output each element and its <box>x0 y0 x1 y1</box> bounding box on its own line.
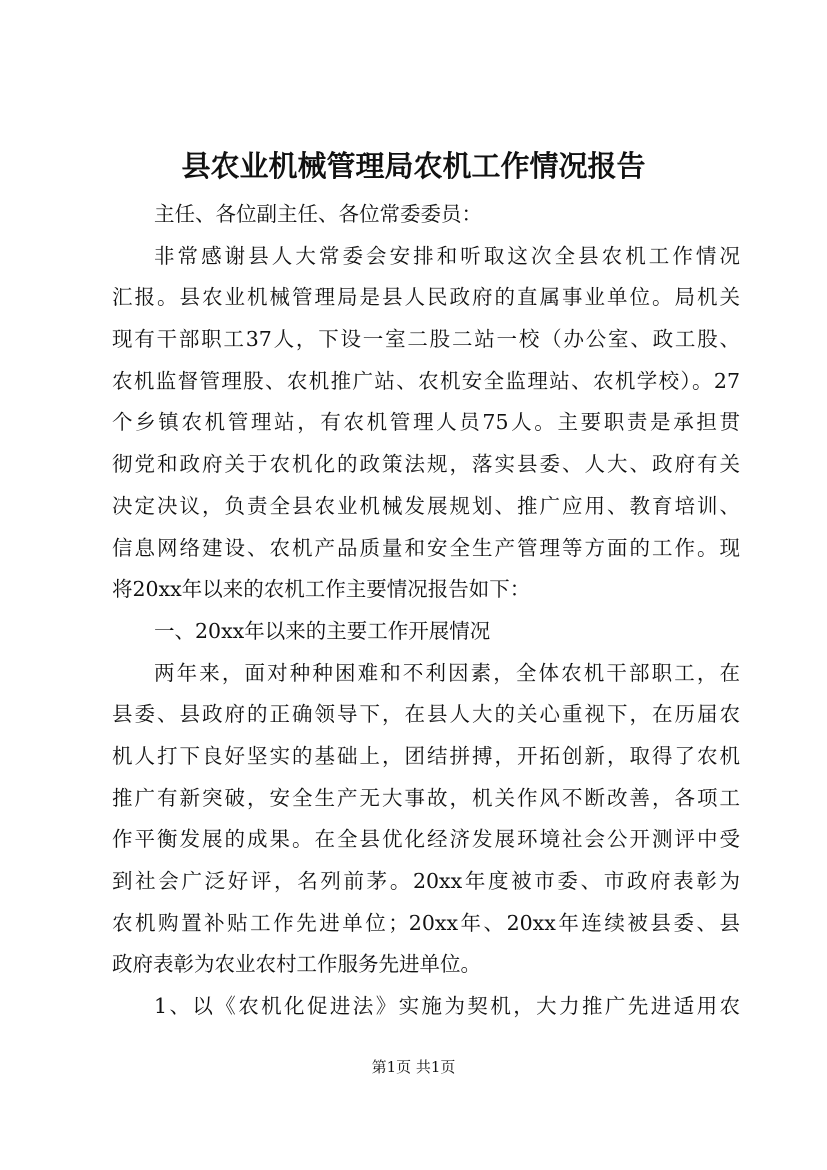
section-heading: 一、20xx年以来的主要工作开展情况 <box>154 618 491 643</box>
paragraph-line: 个乡镇农机管理站，有农机管理人员75人。主要职责是承担贯 <box>112 410 740 435</box>
paragraph-line: 机人打下良好坚实的基础上，团结拼搏，开拓创新，取得了农机 <box>112 743 740 768</box>
salutation-line: 主任、各位副主任、各位常委委员： <box>154 202 482 226</box>
paragraph-line: 非常感谢县人大常委会安排和听取这次全县农机工作情况 <box>154 243 740 268</box>
paragraph-line: 到社会广泛好评，名列前茅。20xx年度被市委、市政府表彰为 <box>112 869 740 893</box>
paragraph-line: 作平衡发展的成果。在全县优化经济发展环境社会公开测评中受 <box>112 827 740 852</box>
paragraph-line: 县委、县政府的正确领导下，在县人大的关心重视下，在历届农 <box>112 702 740 727</box>
paragraph-line: 汇报。县农业机械管理局是县人民政府的直属事业单位。局机关 <box>112 285 740 310</box>
document-body <box>112 194 740 1028</box>
document-title: 县农业机械管理局农机工作情况报告 <box>181 149 646 183</box>
paragraph-line: 将20xx年以来的农机工作主要情况报告如下： <box>112 577 531 602</box>
subsection-heading: 1、以《农机化促进法》实施为契机，大力推广先进适用农 <box>154 994 740 1019</box>
paragraph-line: 两年来，面对种种困难和不利因素，全体农机干部职工，在 <box>154 660 740 685</box>
paragraph-line: 彻党和政府关于农机化的政策法规，落实县委、人大、政府有关 <box>112 452 740 477</box>
page-footer: 第1页 共1页 <box>371 1058 456 1076</box>
paragraph-line: 推广有新突破，安全生产无大事故，机关作风不断改善，各项工 <box>112 785 740 810</box>
paragraph-line: 政府表彰为农业农村工作服务先进单位。 <box>112 952 481 977</box>
paragraph-line: 决定决议，负责全县农业机械发展规划、推广应用、教育培训、 <box>112 493 740 518</box>
paragraph-line: 农机监督管理股、农机推广站、农机安全监理站、农机学校）。27 <box>112 368 740 393</box>
paragraph-line: 农机购置补贴工作先进单位；20xx年、20xx年连续被县委、县 <box>112 910 740 935</box>
paragraph-line: 信息网络建设、农机产品质量和安全生产管理等方面的工作。现 <box>112 535 740 560</box>
paragraph-line: 现有干部职工37人，下设一室二股二站一校（办公室、政工股、 <box>112 327 740 352</box>
